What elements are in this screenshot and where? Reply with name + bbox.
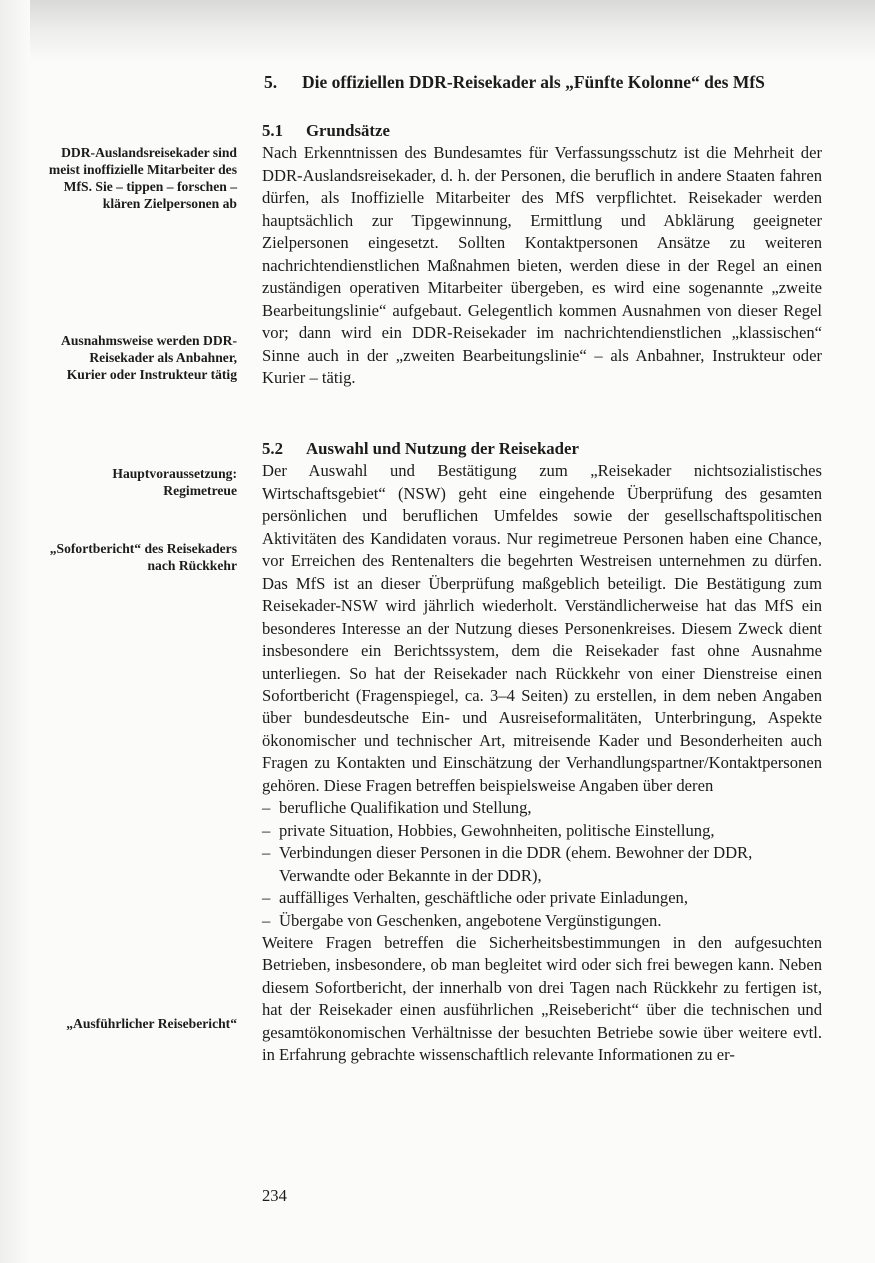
margin-note-requirement [47, 465, 237, 499]
section-title: Grundsätze [306, 121, 390, 140]
chapter-number: 5. [264, 72, 278, 92]
list-item: – private Situation, Hobbies, Gewohnheiten, politische Einstellung, [262, 820, 822, 842]
chapter-heading [264, 71, 765, 93]
margin-note-text: DDR-Auslandsreisekader sind meist inoffizielle Mitarbeiter des MfS. Sie – tippen – forschen – klären Zielpersonen ab [48, 145, 237, 211]
margin-note-sofortbericht [47, 540, 237, 574]
list-item: – berufliche Qualifikation und Stellung, [262, 797, 822, 819]
page-number: 234 [262, 1186, 287, 1205]
margin-note-text: „Ausführlicher Reisebericht“ [66, 1016, 237, 1031]
section-body-continued: Weitere Fragen betreffen die Sicherheitsbestimmungen in den aufgesuchten Betrieben, insbesondere, ob man begleitet wird oder sich frei bewegen kann. Neben diesem Sofortbericht, der innerhalb von drei Tagen nach Rückkehr zu fertigen ist, hat der Reisekader einen ausführlichen „Reisebericht“ über die technischen und gesamtökonomischen Verhältnisse der besuchten Betriebe sowie über weitere evtl. in Erfahrung gebrachte wissenschaftlich relevante Informationen zu er- [262, 932, 822, 1065]
margin-note-text: Hauptvoraussetzung: Regimetreue [112, 466, 237, 498]
section-body: Nach Erkenntnissen des Bundesamtes für Verfassungsschutz ist die Mehrheit der DDR-Auslandsreisekader, d. h. der Personen, die beruflich in andere Staaten fahren dürfen, als Inoffizielle Mitarbeiter des MfS verpflichtet. Reisekader werden hauptsächlich zur Tipgewinnung, Ermittlung und Abklärung geeigneter Zielpersonen eingesetzt. Sollten Kontaktpersonen Ansätze zu weiteren nachrichtendienstlichen Maßnahmen bieten, werden diese in der Regel an einen zuständigen operativen Mitarbeiter übergeben, es wird eine sogenannte „zweite Bearbeitungslinie“ aufgebaut. Gelegentlich kommen Ausnahmen von dieser Regel vor; dann wird ein DDR-Reisekader im nachrichtendienstlichen „klassischen“ Sinne auch in der „zweiten Bearbeitungslinie“ – als Anbahner, Instrukteur oder Kurier – tätig. [262, 143, 822, 387]
margin-note-text: „Sofortbericht“ des Reisekaders nach Rückkehr [49, 541, 237, 573]
chapter-title: Die offiziellen DDR-Reisekader als „Fünfte Kolonne“ des MfS [302, 72, 765, 92]
scan-shadow-top [0, 0, 875, 62]
section-5-2 [262, 438, 822, 1067]
section-number: 5.2 [262, 439, 283, 458]
section-heading [262, 438, 822, 460]
margin-note-text: Ausnahmsweise werden DDR-Reisekader als Anbahner, Kurier oder Instrukteur tätig [61, 333, 237, 382]
section-5-1 [262, 120, 822, 389]
list-item: – Übergabe von Geschenken, angebotene Vergünstigungen. [262, 910, 822, 932]
list-item: – Verbindungen dieser Personen in die DDR (ehem. Bewohner der DDR, Verwandte oder Bekannte in der DDR), [262, 842, 822, 887]
section-number: 5.1 [262, 121, 283, 140]
section-title: Auswahl und Nutzung der Reisekader [306, 439, 579, 458]
margin-note-ia [47, 144, 237, 212]
scan-shadow-left [0, 0, 30, 1263]
margin-note-reisebericht [47, 1015, 237, 1032]
margin-note-exception [47, 332, 237, 383]
question-list [262, 797, 822, 932]
section-heading [262, 120, 822, 142]
list-item: – auffälliges Verhalten, geschäftliche oder private Einladungen, [262, 887, 822, 909]
section-body: Der Auswahl und Bestätigung zum „Reisekader nichtsozialistisches Wirtschaftsgebiet“ (NSW) geht eine eingehende Überprüfung des gesamten persönlichen und beruflichen Umfeldes sowie der gesellschaftspolitischen Aktivitäten des Kandidaten voraus. Nur regimetreue Personen haben eine Chance, vor Erreichen des Rentenalters die begehrten Westreisen unternehmen zu dürfen. Das MfS ist an dieser Überprüfung maßgeblich beteiligt. Die Bestätigung zum Reisekader-NSW wird jährlich wiederholt. Verständlicherweise hat das MfS ein besonderes Interesse an der Nutzung dieses Personenkreises. Diesem Zweck dient insbesondere ein Berichtssystem, dem die Reisekader fast ohne Ausnahme unterliegen. So hat der Reisekader nach Rückkehr von einer Dienstreise einen Sofortbericht (Fragenspiegel, ca. 3–4 Seiten) zu erstellen, in dem neben Angaben über bundesdeutsche Ein- und Ausreiseformalitäten, Unterbringung, Aspekte ökonomischer und technischer Art, mitreisende Kader und Besonderheiten auch Fragen zu Kontakten und Einschätzung der Verhandlungspartner/Kontaktpersonen gehören. Diese Fragen betreffen beispielsweise Angaben über deren [262, 461, 822, 795]
